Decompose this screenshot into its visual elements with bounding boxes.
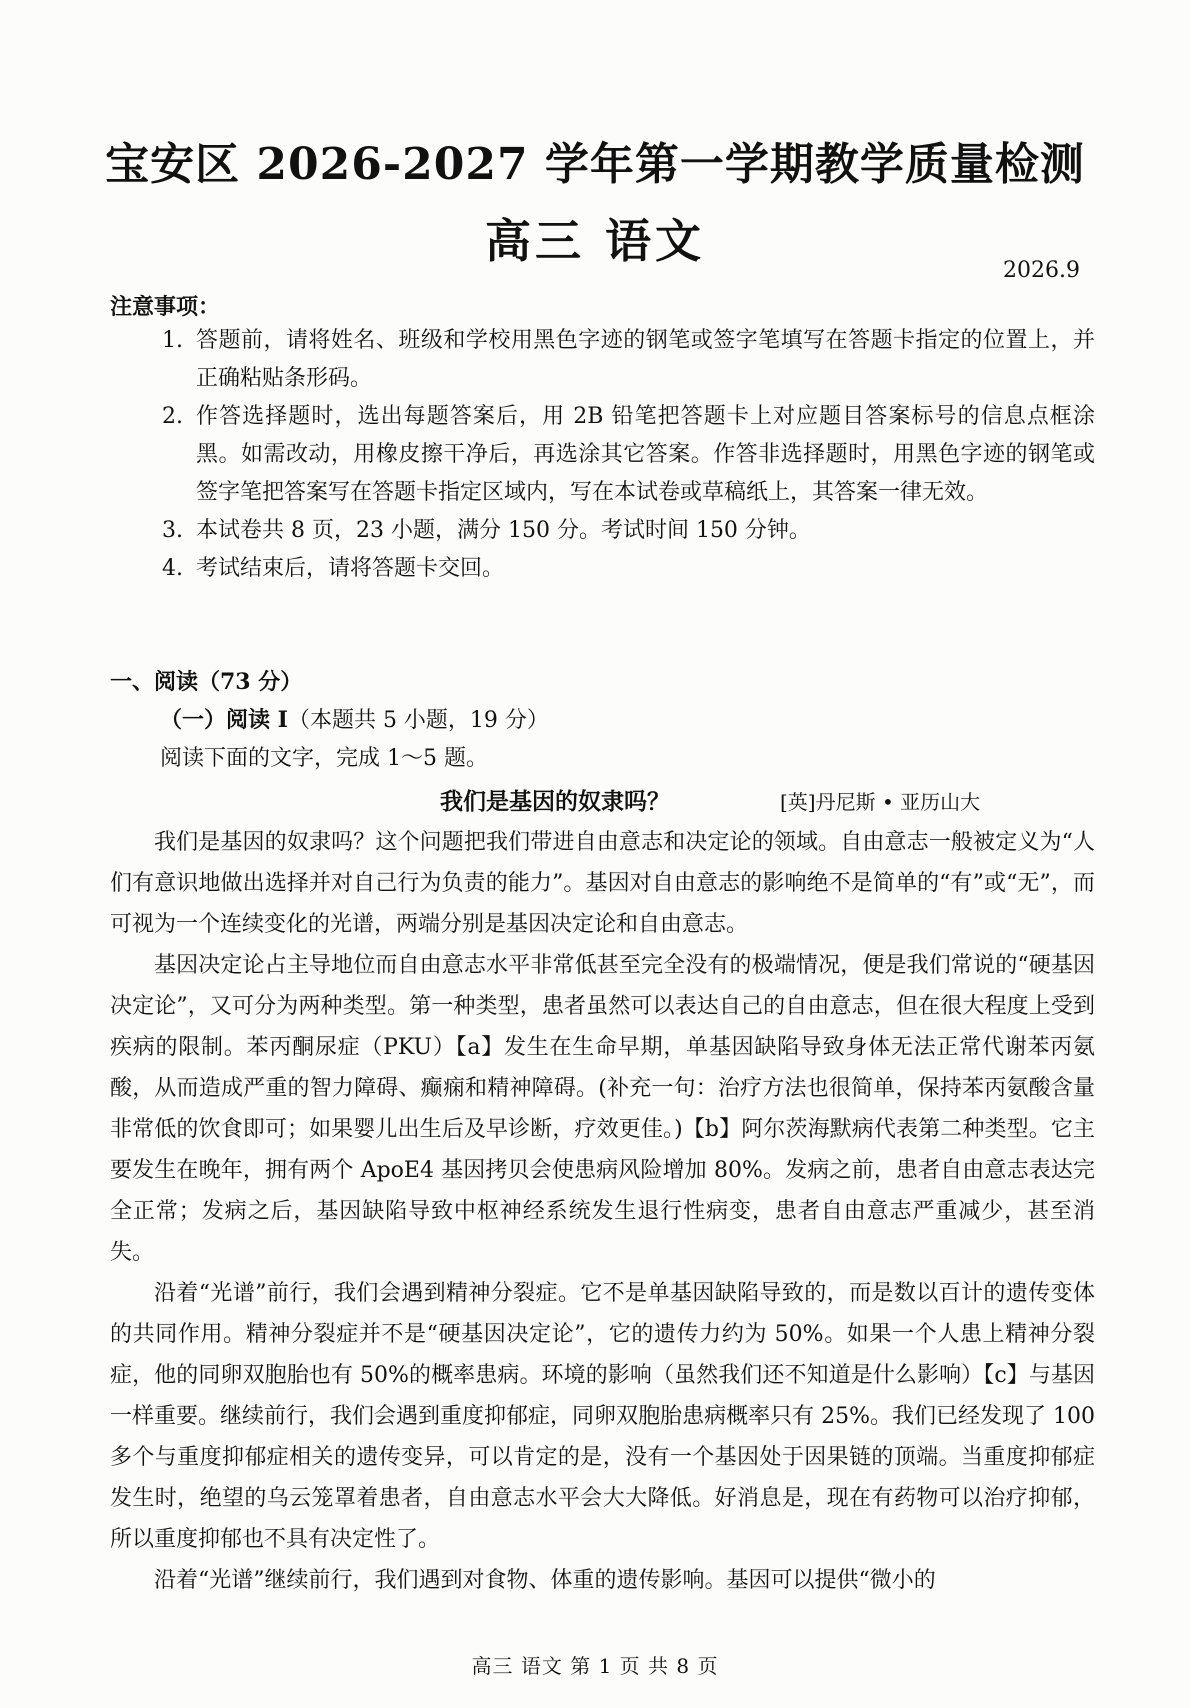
subsection-score: （本题共 5 小题，19 分） [287, 708, 549, 733]
notice-item [150, 398, 1095, 512]
notice-item-number: 1. [162, 328, 183, 353]
notice-item-text: 本试卷共 8 页，23 小题，满分 150 分。考试时间 150 分钟。 [196, 518, 811, 543]
notice-item-number: 3. [162, 518, 183, 543]
notice-list [150, 322, 1095, 588]
article-author: [英]丹尼斯 • 亚历山大 [780, 790, 981, 814]
article-body [110, 822, 1095, 1601]
page-footer: 高三 语文 第 1 页 共 8 页 [471, 1654, 719, 1678]
notice-item-text: 考试结束后，请将答题卡交回。 [196, 556, 505, 581]
notice-item-number: 2. [162, 404, 183, 429]
article-paragraph: 基因决定论占主导地位而自由意志水平非常低甚至完全没有的极端情况，便是我们常说的“硬基因决定论”，又可分为两种类型。第一种类型，患者虽然可以表达自己的自由意志，但在很大程度上受到疾病的限制。苯丙酮尿症（PKU）【a】发生在生命早期，单基因缺陷导致身体无法正常代谢苯丙氨酸，从而造成严重的智力障碍、癫痫和精神障碍。(补充一句：治疗方法也很简单，保持苯丙氨酸含量非常低的饮食即可；如果婴儿出生后及早诊断，疗效更佳。)【b】阿尔茨海默病代表第二种类型。它主要发生在晚年，拥有两个 ApoE4 基因拷贝会使患病风险增加 80%。发病之前，患者自由意志表达完全正常；发病之后，基因缺陷导致中枢神经系统发生退行性病变，患者自由意志严重减少，甚至消失。 [110, 953, 1095, 1265]
subsection-title: （一）阅读 I [160, 707, 288, 733]
notice-item-text: 作答选择题时，选出每题答案后，用 2B 铅笔把答题卡上对应题目答案标号的信息点框涂黑。如需改动，用橡皮擦干净后，再选涂其它答案。作答非选择题时，用黑色字迹的钢笔或签字笔把答案写在答题卡指定区域内，写在本试卷或草稿纸上，其答案一律无效。 [196, 404, 1095, 505]
notice-item-number: 4. [162, 556, 183, 581]
notice-item-text: 答题前，请将姓名、班级和学校用黑色字迹的钢笔或签字笔填写在答题卡指定的位置上，并正确粘贴条形码。 [196, 328, 1095, 391]
exam-subject: 高三 语文 [484, 214, 705, 268]
subsection-heading [160, 703, 549, 734]
article-paragraph: 沿着“光谱”继续前行，我们遇到对食物、体重的遗传影响。基因可以提供“微小的 [154, 1568, 936, 1593]
notice-item [150, 550, 1095, 588]
notice-item [150, 512, 1095, 550]
notice-heading: 注意事项： [110, 294, 221, 320]
section-heading: 一、阅读（73 分） [110, 669, 303, 695]
reading-instruction: 阅读下面的文字，完成 1～5 题。 [160, 746, 488, 771]
article-paragraph: 沿着“光谱”前行，我们会遇到精神分裂症。它不是单基因缺陷导致的，而是数以百计的遗传变体的共同作用。精神分裂症并不是“硬基因决定论”，它的遗传力约为 50%。如果一个人患上精神分裂症，他的同卵双胞胎也有 50%的概率患病。环境的影响（虽然我们还不知道是什么影响）【c】与基因一样重要。继续前行，我们会遇到重度抑郁症，同卵双胞胎患病概率只有 25%。我们已经发现了 100 多个与重度抑郁症相关的遗传变异，可以肯定的是，没有一个基因处于因果链的顶端。当重度抑郁症发生时，绝望的乌云笼罩着患者，自由意志水平会大大降低。好消息是，现在有药物可以治疗抑郁，所以重度抑郁也不具有决定性了。 [110, 1281, 1095, 1552]
article-paragraph: 我们是基因的奴隶吗？这个问题把我们带进自由意志和决定论的领域。自由意志一般被定义为“人们有意识地做出选择并对自己行为负责的能力”。基因对自由意志的影响绝不是简单的“有”或“无”，而可视为一个连续变化的光谱，两端分别是基因决定论和自由意志。 [110, 830, 1095, 937]
notice-item [150, 322, 1095, 398]
article-title: 我们是基因的奴隶吗？ [440, 788, 670, 815]
exam-date: 2026.9 [1003, 258, 1080, 283]
exam-title: 宝安区 2026-2027 学年第一学期教学质量检测 [105, 139, 1085, 190]
